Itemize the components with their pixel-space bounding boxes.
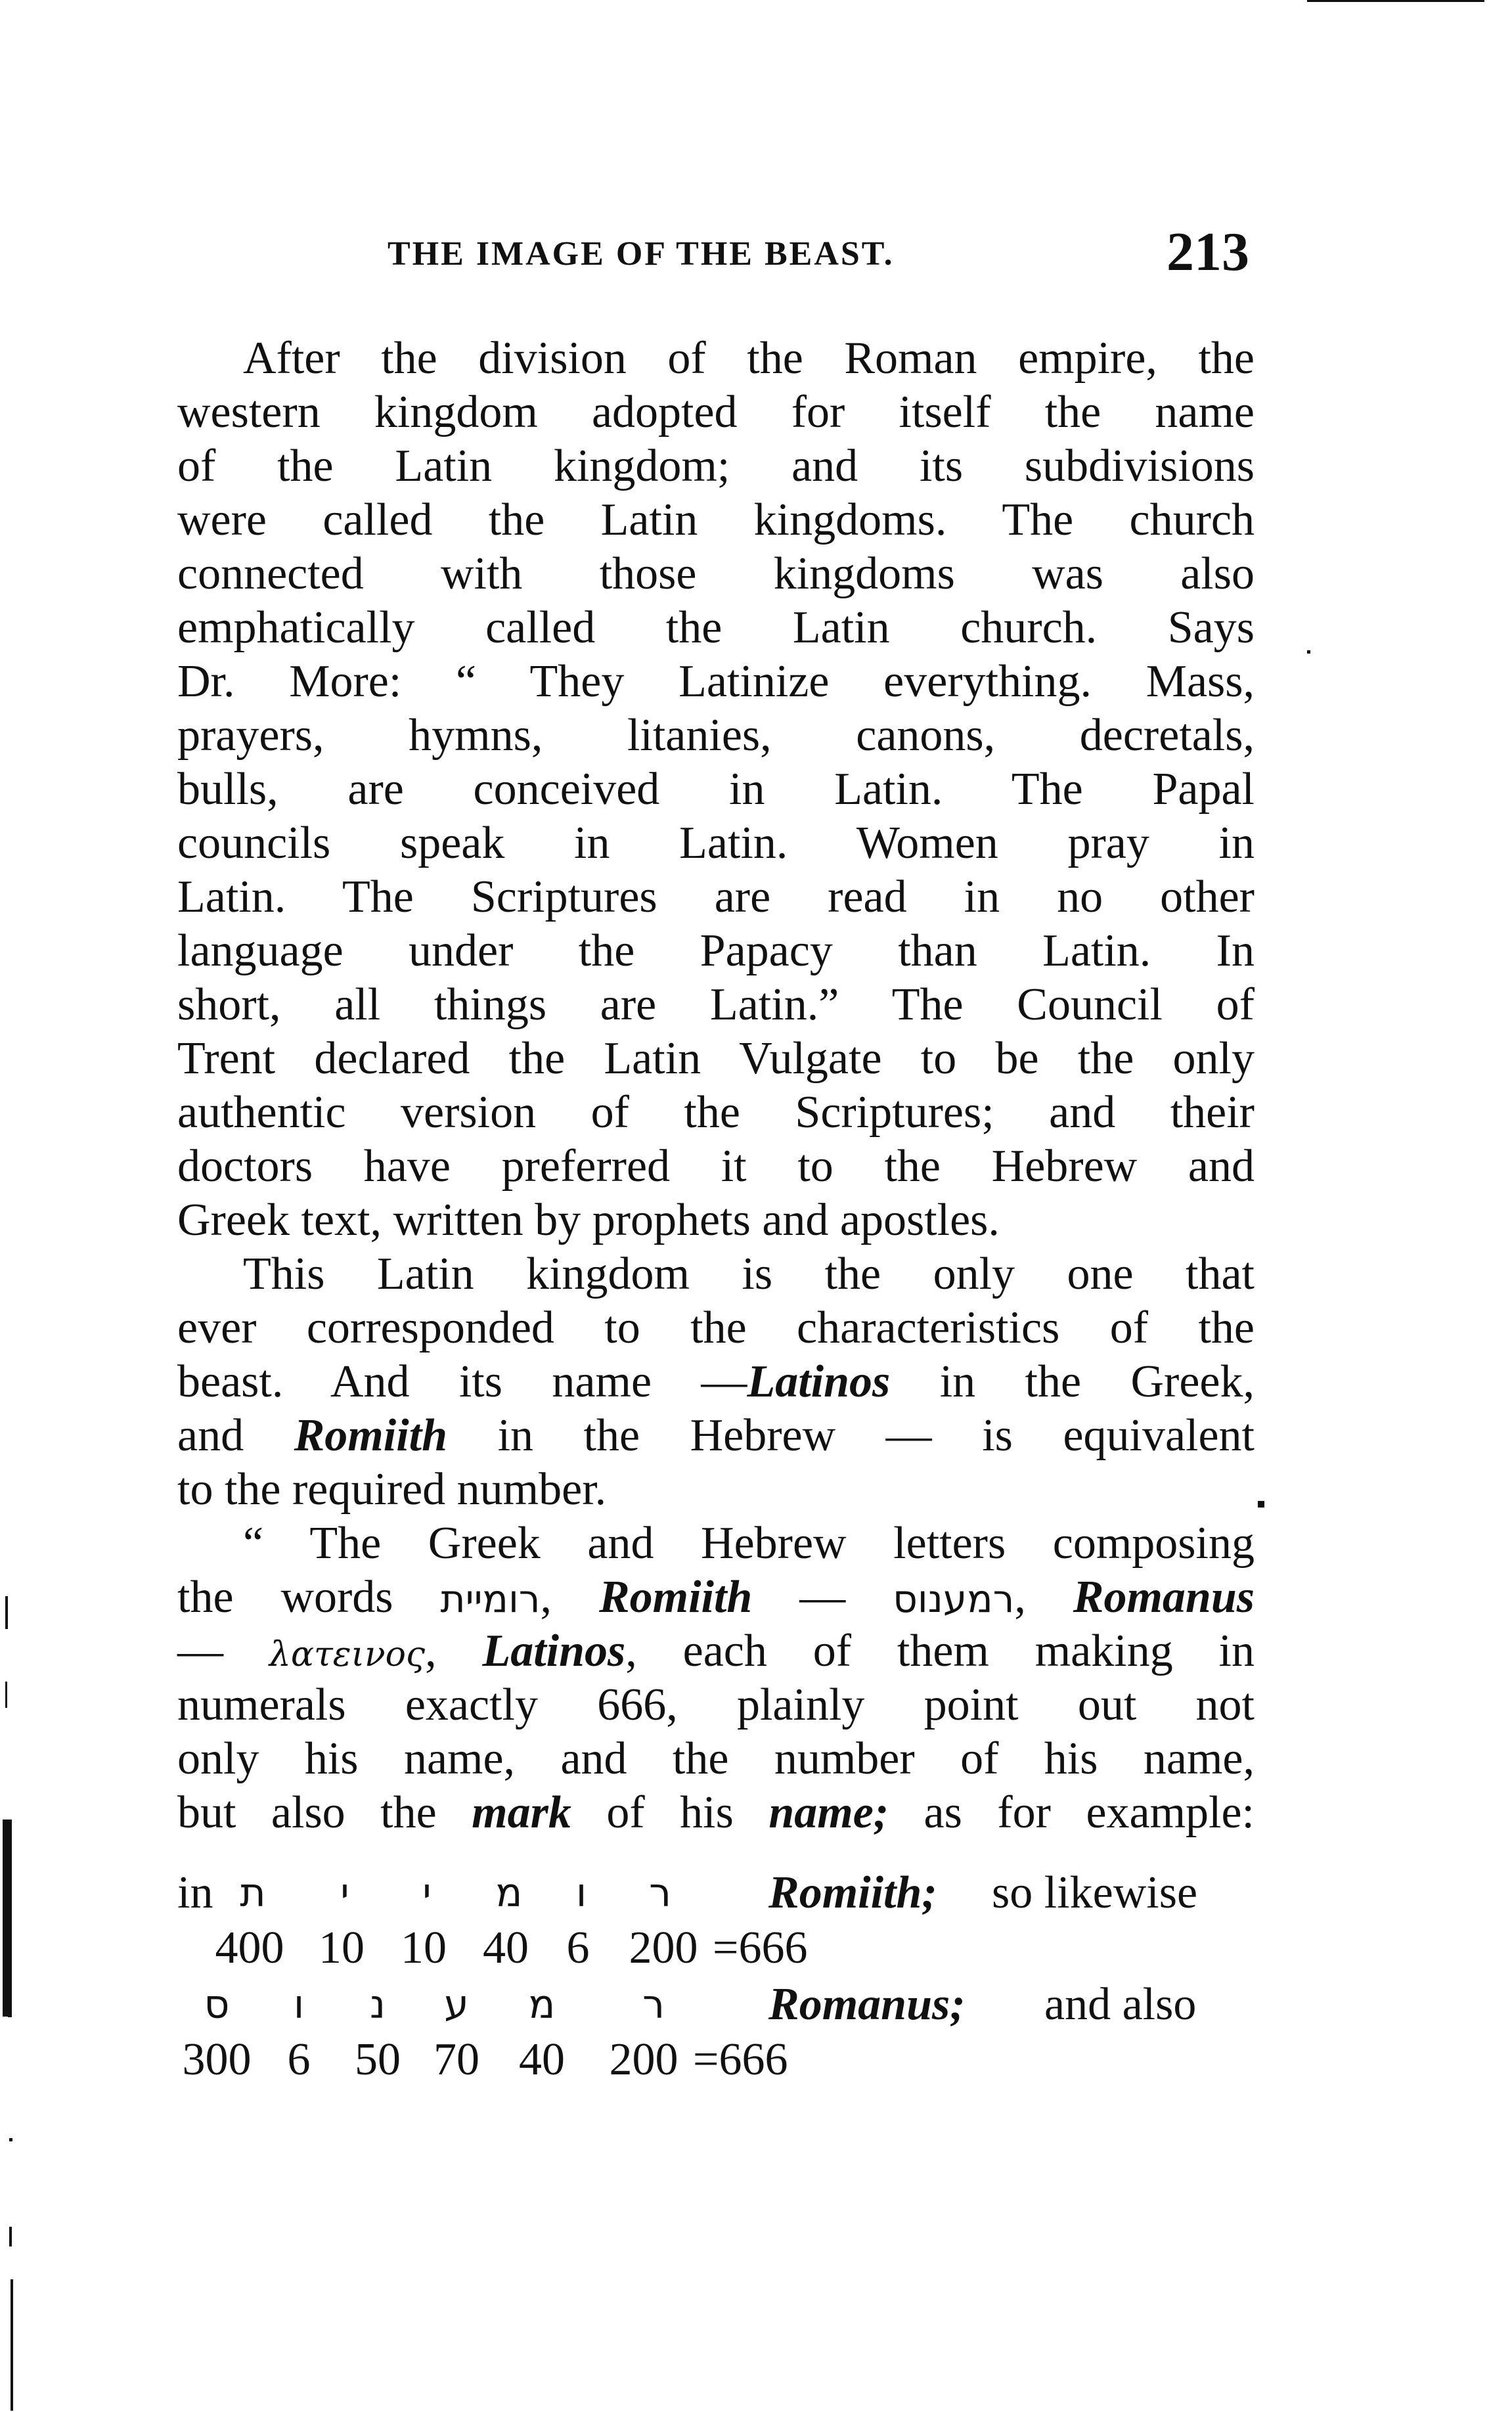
text-line: beast. And its name —Latinos in the Greek,	[177, 1356, 1255, 1407]
romiith-table	[177, 1865, 1255, 1976]
hebrew-letter: מ	[528, 1982, 556, 2028]
hebrew-letter: נ	[369, 1982, 386, 2028]
romanus-trail: and also	[1044, 1979, 1197, 2030]
romiith-trail: so likewise	[992, 1867, 1198, 1918]
numeral: 10	[401, 1923, 447, 1973]
hebrew-letter: ע	[444, 1982, 469, 2028]
text-line: “ The Greek and Hebrew letters composing	[243, 1518, 1255, 1569]
text-line: language under the Papacy than Latin. In	[177, 926, 1255, 976]
text-line: to the required number.	[177, 1464, 607, 1515]
body-text	[177, 332, 1255, 1840]
romanus-table	[177, 1977, 1255, 2088]
romanus-word: Romanus;	[768, 1979, 966, 2030]
hebrew-letter: י	[340, 1870, 349, 1916]
numeral: 400	[215, 1923, 284, 1973]
binding-mark	[11, 2279, 13, 2411]
margin-speck	[1307, 650, 1310, 654]
hebrew-letter: ר	[642, 1982, 665, 2028]
text-line: emphatically called the Latin church. Says	[177, 602, 1255, 653]
text-line: This Latin kingdom is the only one that	[243, 1249, 1255, 1299]
hebrew-letter: י	[422, 1870, 432, 1916]
numeral: 50	[355, 2034, 401, 2085]
page-number: 213	[1167, 221, 1249, 282]
total: =666	[693, 2034, 788, 2085]
prefix-in: in	[177, 1867, 213, 1918]
text-line: western kingdom adopted for itself the name	[177, 387, 1255, 437]
margin-speck	[5, 1596, 8, 1629]
text-line: were called the Latin kingdoms. The church	[177, 495, 1255, 545]
text-line: of the Latin kingdom; and its subdivisions	[177, 441, 1255, 491]
text-line: doctors have preferred it to the Hebrew and	[177, 1141, 1255, 1192]
text-line: ever corresponded to the characteristics of the	[177, 1303, 1255, 1353]
numeral: 6	[287, 2034, 311, 2085]
romiith-numbers-row	[177, 1921, 1255, 1976]
text-line: Greek text, written by prophets and apostles.	[177, 1195, 1000, 1245]
margin-speck	[9, 2227, 12, 2246]
hebrew-letter: מ	[495, 1870, 523, 1916]
hebrew-letter: ר	[649, 1870, 671, 1916]
romanus-numbers-row	[177, 2032, 1255, 2088]
hebrew-letter: ת	[240, 1870, 266, 1916]
romiith-letters-row	[177, 1865, 1255, 1921]
text-line: Dr. More: “ They Latinize everything. Mass,	[177, 656, 1255, 707]
page-header	[177, 220, 1255, 299]
margin-speck	[1258, 1501, 1264, 1508]
text-line: authentic version of the Scriptures; and their	[177, 1087, 1255, 1138]
text-line: — λατεινος, Latinos, each of them making in	[177, 1626, 1255, 1676]
hebrew-word: רמענוס	[893, 1576, 1015, 1621]
numeral: 300	[182, 2034, 252, 2085]
hebrew-letter: ס	[204, 1982, 230, 2028]
margin-speck	[5, 1682, 7, 1708]
greek-word: λατεινος	[269, 1635, 426, 1674]
numeral: 70	[434, 2034, 479, 2085]
text-line: Latin. The Scriptures are read in no other	[177, 872, 1255, 922]
numeral: 6	[566, 1923, 590, 1973]
text-line: councils speak in Latin. Women pray in	[177, 818, 1255, 868]
text-line: but also the mark of his name; as for example:	[177, 1787, 1255, 1838]
text-line: numerals exactly 666, plainly point out not	[177, 1680, 1255, 1730]
text-line: bulls, are conceived in Latin. The Papal	[177, 764, 1255, 815]
text-line: connected with those kingdoms was also	[177, 548, 1255, 599]
text-line: the words רומיית, Romiith — רמענוס, Romanus	[177, 1572, 1255, 1622]
total: =666	[713, 1923, 808, 1973]
text-line: prayers, hymns, litanies, canons, decretals,	[177, 710, 1255, 761]
hebrew-letter: ו	[575, 1870, 587, 1916]
margin-speck	[8, 2013, 12, 2017]
text-line: Trent declared the Latin Vulgate to be the only	[177, 1033, 1255, 1084]
numeral: 40	[519, 2034, 565, 2085]
text-line: only his name, and the number of his name,	[177, 1733, 1255, 1784]
numeral: 200	[629, 1923, 698, 1973]
text-line: short, all things are Latin.” The Council of	[177, 979, 1255, 1030]
text-line: and Romiith in the Hebrew — is equivalent	[177, 1410, 1255, 1461]
hebrew-word: רומיית	[440, 1576, 541, 1621]
numeral: 40	[483, 1923, 529, 1973]
text-line: After the division of the Roman empire, the	[243, 333, 1255, 384]
numeral: 200	[609, 2034, 678, 2085]
margin-speck	[9, 2138, 12, 2141]
binding-mark	[3, 1820, 12, 2017]
romiith-word: Romiith;	[768, 1867, 937, 1918]
top-edge-line	[1307, 0, 1484, 2]
romanus-letters-row	[177, 1977, 1255, 2032]
hebrew-letter: ו	[293, 1982, 305, 2028]
running-title: THE IMAGE OF THE BEAST.	[388, 235, 895, 273]
numeral: 10	[319, 1923, 365, 1973]
